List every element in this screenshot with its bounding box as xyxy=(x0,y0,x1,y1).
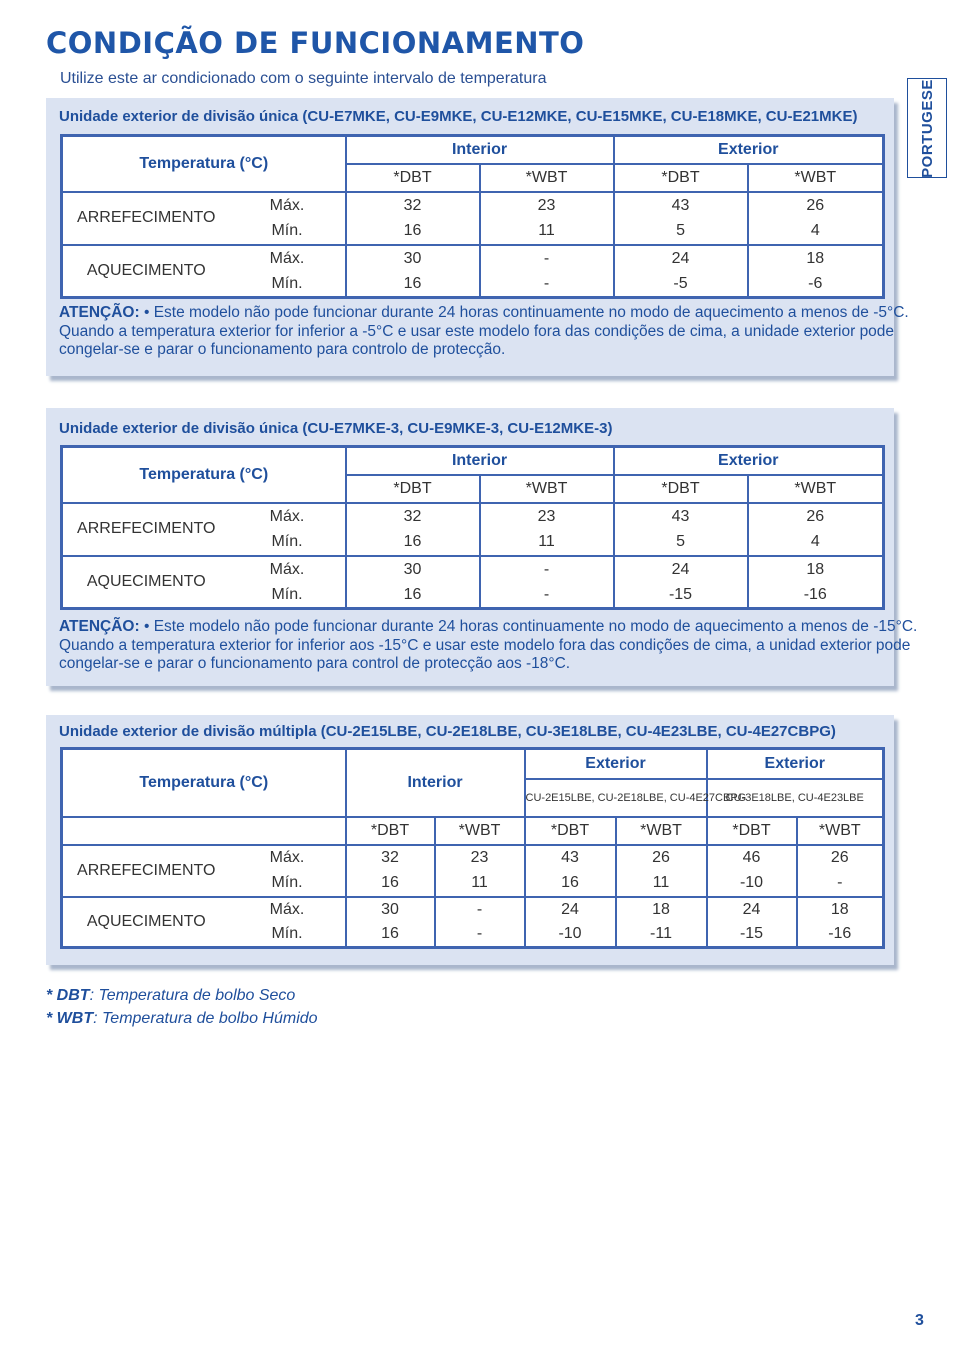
table-cell: -15 xyxy=(707,923,797,948)
note-text: congelar-se e parar o funcionamento para control de protecção aos -18°C. xyxy=(59,655,571,672)
table-cell: - xyxy=(480,556,614,583)
table-cell: 11 xyxy=(435,871,525,897)
wbt-header: *WBT xyxy=(480,475,614,503)
exterior2-header: Exterior xyxy=(707,749,884,779)
table-cell: 24 xyxy=(614,556,748,583)
note-text: Quando a temperatura exterior for inferior aos -15°C e usar este modelo fora das condições de cima, a unidad exterior pode xyxy=(59,636,911,654)
table-cell: -15 xyxy=(614,583,748,609)
table-cell: 30 xyxy=(346,245,480,272)
table-cell: 26 xyxy=(797,845,884,871)
note-text: congelar-se e parar o funcionamento para controlo de protecção. xyxy=(59,341,506,358)
note-text: • Este modelo não pode funcionar durante 24 horas continuamente no modo de aquecimento a menos de -15°C. xyxy=(143,618,918,635)
wbt-header: *WBT xyxy=(748,164,884,192)
min-label: Mín. xyxy=(271,274,303,292)
min-label: Mín. xyxy=(230,530,346,556)
table-cell: 24 xyxy=(614,245,748,272)
table-cell: 11 xyxy=(616,871,707,897)
wbt-header: *WBT xyxy=(748,475,884,503)
table-cell: - xyxy=(480,245,614,272)
page-title: CONDIÇÃO DE FUNCIONAMENTO xyxy=(46,26,585,60)
table-cell: -6 xyxy=(748,272,884,298)
footnote-term: * WBT xyxy=(46,1010,94,1027)
table-cell: - xyxy=(435,923,525,948)
dbt-header: *DBT xyxy=(346,817,435,845)
language-tab xyxy=(907,78,947,178)
table-cell: 16 xyxy=(346,923,435,948)
footnote-wbt xyxy=(46,1010,318,1028)
table-cell: 43 xyxy=(614,192,748,219)
heating-label: AQUECIMENTO xyxy=(86,261,206,279)
note-text: • Este modelo não pode funcionar durante 24 horas continuamente no modo de aquecimento a menos de -5°C. xyxy=(143,304,909,321)
section2-table xyxy=(60,445,885,610)
dbt-header: *DBT xyxy=(614,164,748,192)
table-cell: - xyxy=(797,871,884,897)
dbt-header: *DBT xyxy=(525,817,616,845)
dbt-header: *DBT xyxy=(707,817,797,845)
min-label: Mín. xyxy=(271,585,303,603)
heating-label: AQUECIMENTO xyxy=(86,572,206,590)
section1-title: Unidade exterior de divisão única (CU-E7MKE, CU-E9MKE, CU-E12MKE, CU-E15MKE, CU-E18MKE, CU-E21MKE) xyxy=(59,108,858,125)
section2-title: Unidade exterior de divisão única (CU-E7MKE-3, CU-E9MKE-3, CU-E12MKE-3) xyxy=(59,420,613,437)
table-cell: 16 xyxy=(346,583,480,609)
table-cell: -16 xyxy=(797,923,884,948)
max-label: Máx. xyxy=(269,849,305,866)
section1-table xyxy=(60,134,885,299)
max-label: Máx. xyxy=(269,249,305,267)
dbt-header: *DBT xyxy=(346,475,480,503)
section2-note xyxy=(59,618,918,674)
table-cell: 30 xyxy=(346,556,480,583)
max-label: Máx. xyxy=(269,560,305,578)
dbt-header: *DBT xyxy=(346,164,480,192)
footnote-desc: : Temperatura de bolbo Húmido xyxy=(93,1010,318,1027)
table-cell: 30 xyxy=(346,897,435,923)
blank-cell xyxy=(62,817,346,845)
table-cell: 18 xyxy=(748,556,884,583)
max-label: Máx. xyxy=(269,901,305,918)
table-cell: - xyxy=(480,272,614,298)
exterior1-models: CU-2E15LBE, CU-2E18LBE, CU-4E27CBPG xyxy=(525,779,707,817)
temperature-header: Temperatura (°C) xyxy=(62,447,346,503)
table-cell: 18 xyxy=(748,245,884,272)
footnote-term: * DBT xyxy=(46,987,90,1004)
table-cell: 16 xyxy=(525,871,616,897)
table-cell: 26 xyxy=(748,192,884,219)
wbt-header: *WBT xyxy=(797,817,884,845)
dbt-header: *DBT xyxy=(614,475,748,503)
wbt-header: *WBT xyxy=(435,817,525,845)
table-cell: 11 xyxy=(480,530,614,556)
table-cell: 4 xyxy=(748,530,884,556)
section1-note xyxy=(59,304,909,360)
table-cell: - xyxy=(435,897,525,923)
note-text: Quando a temperatura exterior for inferior a -5°C e usar este modelo fora das condições de cima, a unidade exterior pode xyxy=(59,322,895,340)
interior-header: Interior xyxy=(346,749,525,817)
table-cell: 5 xyxy=(614,530,748,556)
footnote-dbt xyxy=(46,987,295,1005)
table-cell: -10 xyxy=(707,871,797,897)
interior-header: Interior xyxy=(346,447,614,475)
min-label: Mín. xyxy=(230,219,346,245)
language-tab-label: PORTUGESE xyxy=(918,78,936,178)
table-cell: 32 xyxy=(346,845,435,871)
intro-text: Utilize este ar condicionado com o seguinte intervalo de temperatura xyxy=(60,70,547,87)
page-number: 3 xyxy=(915,1312,924,1329)
table-cell: -16 xyxy=(748,583,884,609)
table-cell: 23 xyxy=(480,192,614,219)
table-cell: 24 xyxy=(525,897,616,923)
table-cell: 26 xyxy=(748,503,884,530)
table-cell: 26 xyxy=(616,845,707,871)
table-cell: 5 xyxy=(614,219,748,245)
min-label: Mín. xyxy=(230,871,346,897)
footnote-desc: : Temperatura de bolbo Seco xyxy=(89,987,296,1004)
table-cell: 43 xyxy=(525,845,616,871)
cooling-label: ARREFECIMENTO xyxy=(62,503,230,556)
table-cell: -5 xyxy=(614,272,748,298)
table-cell: 43 xyxy=(614,503,748,530)
table-cell: 11 xyxy=(480,219,614,245)
table-cell: 46 xyxy=(707,845,797,871)
max-label: Máx. xyxy=(269,507,305,525)
cooling-label: ARREFECIMENTO xyxy=(62,192,230,245)
note-label: ATENÇÃO: xyxy=(59,618,140,635)
cooling-label: ARREFECIMENTO xyxy=(62,845,230,897)
table-cell: 4 xyxy=(748,219,884,245)
table-cell: 16 xyxy=(346,530,480,556)
exterior1-header: Exterior xyxy=(525,749,707,779)
table-cell: 24 xyxy=(707,897,797,923)
wbt-header: *WBT xyxy=(480,164,614,192)
table-cell: 23 xyxy=(480,503,614,530)
table-cell: -10 xyxy=(525,923,616,948)
interior-header: Interior xyxy=(346,136,614,164)
section3-table xyxy=(60,747,885,949)
table-cell: 16 xyxy=(346,272,480,298)
max-label: Máx. xyxy=(269,196,305,214)
temperature-header: Temperatura (°C) xyxy=(62,136,346,192)
section3-title: Unidade exterior de divisão múltipla (CU-2E15LBE, CU-2E18LBE, CU-3E18LBE, CU-4E23LBE, CU-4E27CBPG) xyxy=(59,723,836,740)
exterior2-models: CU-3E18LBE, CU-4E23LBE xyxy=(707,779,884,817)
min-label: Mín. xyxy=(271,925,303,943)
wbt-header: *WBT xyxy=(616,817,707,845)
note-label: ATENÇÃO: xyxy=(59,304,140,321)
table-cell: 18 xyxy=(797,897,884,923)
table-cell: 23 xyxy=(435,845,525,871)
table-cell: 18 xyxy=(616,897,707,923)
table-cell: -11 xyxy=(616,923,707,948)
table-cell: 32 xyxy=(346,503,480,530)
exterior-header: Exterior xyxy=(614,447,884,475)
temperature-header: Temperatura (°C) xyxy=(139,773,269,791)
table-cell: 16 xyxy=(346,219,480,245)
heating-label: AQUECIMENTO xyxy=(86,912,206,930)
table-cell: 32 xyxy=(346,192,480,219)
exterior-header: Exterior xyxy=(614,136,884,164)
table-cell: 16 xyxy=(346,871,435,897)
table-cell: - xyxy=(480,583,614,609)
